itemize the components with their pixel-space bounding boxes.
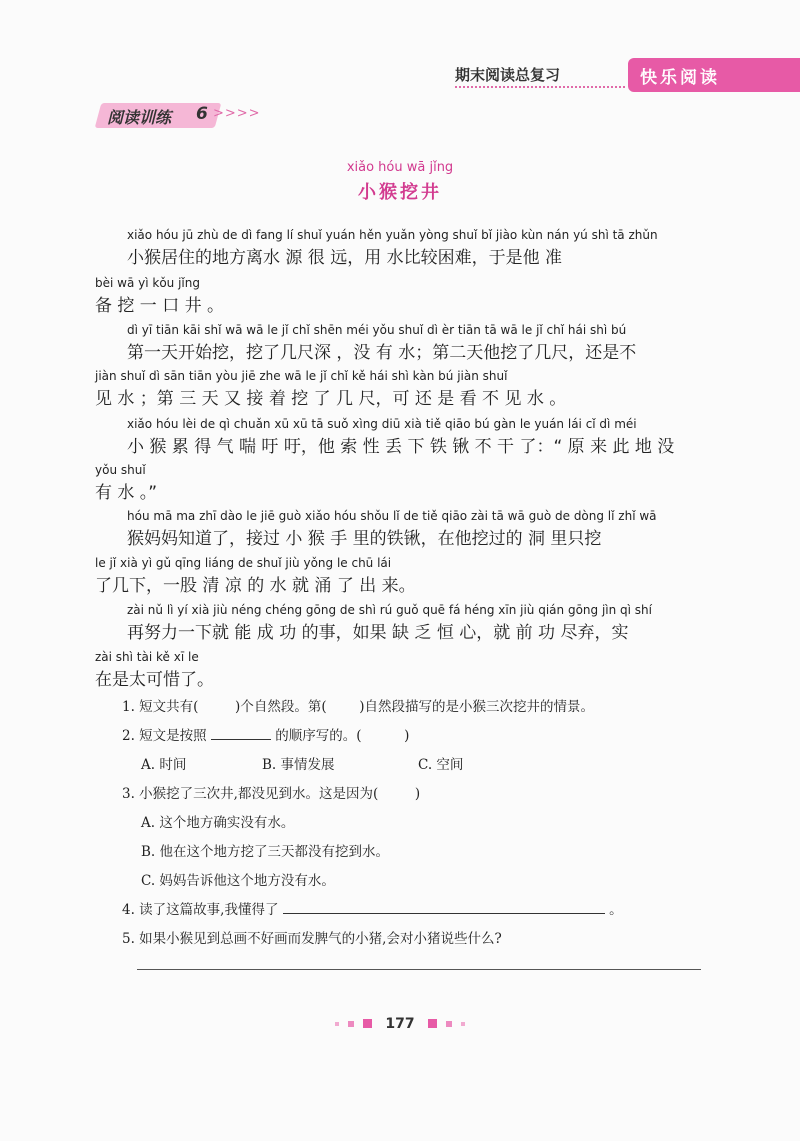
- option-b: B. 事情发展: [262, 757, 335, 773]
- text-line: 备 挖 一 口 井 。: [95, 296, 225, 316]
- decor-square: [348, 1021, 354, 1027]
- option-a: A. 时间: [141, 757, 187, 773]
- answer-blank[interactable]: [211, 739, 271, 740]
- section-title: 期末阅读总复习: [455, 66, 561, 84]
- text-line: 了几下，一股 清 凉 的 水 就 涌 了 出 来。: [95, 576, 416, 596]
- exercise-badge-label: 阅读训练: [107, 108, 172, 127]
- question-text: 1. 短文共有(: [122, 699, 199, 715]
- header-tab-label: 快乐阅读: [640, 68, 720, 88]
- answer-line[interactable]: [137, 969, 701, 970]
- pinyin-line: yǒu shuǐ: [95, 463, 146, 477]
- pinyin-line: dì yī tiān kāi shǐ wā wā le jǐ chǐ shēn méi yǒu shuǐ dì èr tiān tā wā le jǐ chǐ hái shì bú: [127, 323, 627, 337]
- text-line: 在是太可惜了。: [95, 670, 214, 690]
- question-4: [122, 898, 623, 918]
- text-line: 第一天开始挖，挖了几尺深 ，没 有 水；第二天他挖了几尺，还是不: [127, 343, 637, 363]
- text-line: 小 猴 累 得 气 喘 吁 吁，他 索 性 丢 下 铁 锹 不 干 了：“ 原 来 此 地 没: [127, 437, 675, 457]
- question-1: [122, 695, 594, 715]
- question-5: 5. 如果小猴见到总画不好画而发脾气的小猪,会对小猪说些什么?: [122, 931, 502, 947]
- option-a: A. 这个地方确实没有水。: [141, 815, 295, 831]
- decor-square: [461, 1022, 465, 1026]
- question-text: 4. 读了这篇故事,我懂得了: [122, 902, 279, 918]
- page-footer: [0, 1013, 800, 1032]
- question-2: [122, 724, 409, 744]
- decor-square: [428, 1019, 437, 1028]
- decor-square: [446, 1021, 452, 1027]
- decor-square: [363, 1019, 372, 1028]
- decor-square: [335, 1022, 339, 1026]
- chevrons-icon: >>>>: [213, 106, 261, 121]
- question-text: ): [414, 786, 421, 802]
- pinyin-line: jiàn shuǐ dì sān tiān yòu jiē zhe wā le jǐ chǐ kě hái shì kàn bú jiàn shuǐ: [95, 369, 508, 383]
- story-title: 小猴挖井: [358, 182, 442, 203]
- header-dotted-rule: [455, 86, 625, 88]
- question-text: )个自然段。第(: [235, 699, 327, 715]
- text-line: 猴妈妈知道了，接过 小 猴 手 里的铁锹，在他挖过的 洞 里只挖: [127, 529, 602, 549]
- option-b: B. 他在这个地方挖了三天都没有挖到水。: [141, 844, 390, 860]
- text-line: 见 水 ；第 三 天 又 接 着 挖 了 几 尺，可 还 是 看 不 见 水 。: [95, 389, 567, 409]
- option-c: C. 空间: [418, 757, 464, 773]
- pinyin-line: le jǐ xià yì gǔ qīng liáng de shuǐ jiù yǒng le chū lái: [95, 556, 392, 570]
- page-number: 177: [385, 1015, 415, 1032]
- question-text: )自然段描写的是小猴三次挖井的情景。: [359, 699, 594, 715]
- exercise-number: 6: [196, 104, 208, 124]
- question-text: 的顺序写的。(: [275, 728, 362, 744]
- pinyin-line: bèi wā yì kǒu jǐng: [95, 276, 200, 290]
- pinyin-line: zài nǔ lì yí xià jiù néng chéng gōng de shì rú guǒ quē fá héng xīn jiù qián gōng jìn qì shí: [127, 603, 652, 617]
- question-text: 2. 短文是按照: [122, 728, 207, 744]
- text-line: 小猴居住的地方离水 源 很 远，用 水比较困难，于是他 准: [127, 248, 563, 268]
- text-line: 有 水 。”: [95, 483, 158, 503]
- question-text: 3. 小猴挖了三次井,都没见到水。这是因为(: [122, 786, 379, 802]
- story-title-pinyin: xiǎo hóu wā jǐng: [346, 160, 454, 175]
- question-3: [122, 782, 420, 802]
- option-c: C. 妈妈告诉他这个地方没有水。: [141, 873, 335, 889]
- question-text: 。: [609, 902, 623, 918]
- text-line: 再努力一下就 能 成 功 的事，如果 缺 乏 恒 心，就 前 功 尽弃，实: [127, 623, 629, 643]
- pinyin-line: xiǎo hóu lèi de qì chuǎn xū xū tā suǒ xìng diū xià tiě qiāo bú gàn le yuán lái cǐ dì méi: [127, 417, 637, 431]
- pinyin-line: xiǎo hóu jū zhù de dì fang lí shuǐ yuán hěn yuǎn yòng shuǐ bǐ jiào kùn nán yú shì tā zhǔn: [127, 228, 658, 242]
- pinyin-line: zài shì tài kě xī le: [95, 650, 199, 664]
- header-tab: [628, 58, 800, 92]
- pinyin-line: hóu mā ma zhī dào le jiē guò xiǎo hóu shǒu lǐ de tiě qiāo zài tā wā guò de dòng lǐ zhǐ wā: [127, 509, 657, 523]
- question-text: ): [404, 728, 410, 744]
- answer-blank[interactable]: [283, 913, 605, 914]
